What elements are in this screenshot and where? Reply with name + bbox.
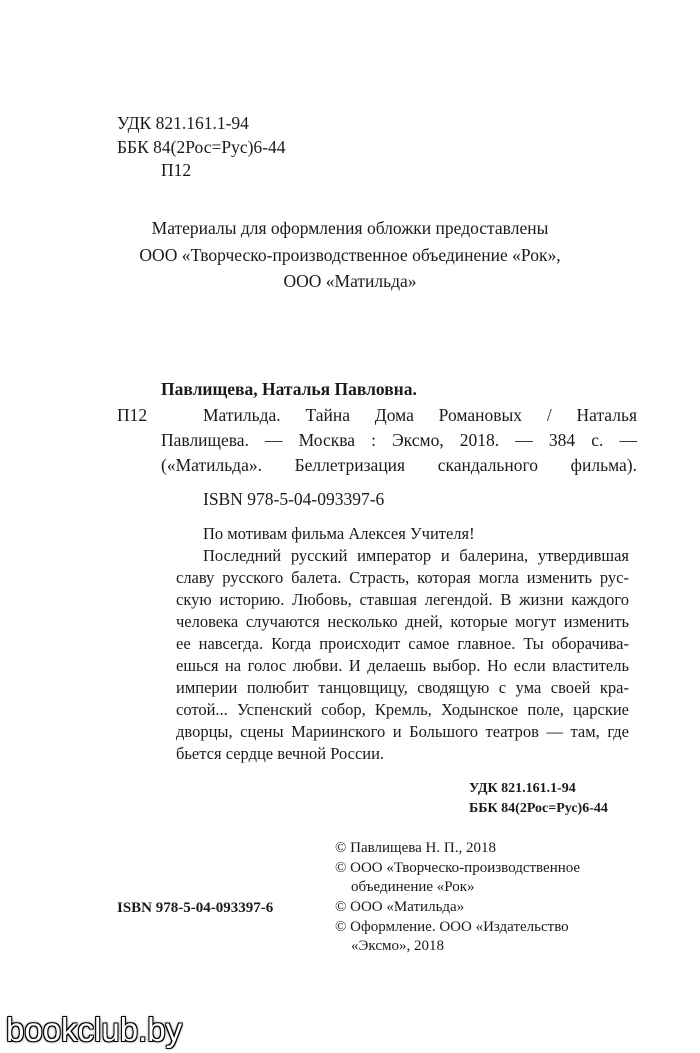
watermark-text: bookclub.by: [6, 1011, 183, 1048]
bbk-code: ББК 84(2Рос=Рус)6-44: [117, 137, 286, 157]
annotation-line: скую историю. Любовь, ставшая легендой. В жизни каждого: [176, 590, 629, 609]
copyright-line: «Эксмо», 2018: [351, 938, 444, 954]
annotation-line: дворцы, сцены Мариинского и Большого театров — там, где: [176, 722, 629, 741]
copyright-line: © ООО «Матильда»: [335, 899, 465, 915]
udk-code-bottom: УДК 821.161.1-94: [469, 781, 576, 796]
annotation-line: бьется сердце вечной России.: [176, 744, 385, 763]
annotation-line: ешься на голос любви. И делаешь выбор. Но если властитель: [176, 656, 629, 675]
udk-code: УДК 821.161.1-94: [117, 113, 249, 133]
annotation-line: человека случаются несколько дней, которые могут изменить: [176, 612, 629, 631]
catalog-author-mark: П12: [117, 405, 148, 425]
annotation-line: По мотивам фильма Алексея Учителя!: [203, 524, 475, 543]
annotation-line: славу русского балета. Страсть, которая могла изменить рус-: [176, 568, 629, 587]
copyright-line: © Павлищева Н. П., 2018: [335, 840, 496, 856]
copyright-line: © Оформление. ООО «Издательство: [335, 919, 569, 935]
catalog-description-line: Матильда. Тайна Дома Романовых / Наталья: [203, 405, 637, 425]
site-watermark: [0, 1006, 700, 1053]
cover-credit-line: ООО «Матильда»: [283, 271, 417, 291]
catalog-author-heading: Павлищева, Наталья Павловна.: [161, 379, 417, 399]
bbk-code-bottom: ББК 84(2Рос=Рус)6-44: [469, 801, 608, 816]
annotation-line: сотой... Успенский собор, Кремль, Ходынское поле, царские: [176, 700, 629, 719]
copyright-line: объединение «Рок»: [351, 879, 475, 895]
catalog-description-line: Павлищева. — Москва : Эксмо, 2018. — 384 с. —: [161, 430, 637, 450]
copyright-line: © ООО «Творческо-производственное: [335, 860, 581, 876]
catalog-description-line: («Матильда». Беллетризация скандального фильма).: [161, 455, 637, 475]
author-mark: П12: [161, 160, 192, 180]
cover-credit-line: ООО «Творческо-производственное объединение «Рок»,: [139, 245, 561, 265]
annotation-line: ее навсегда. Когда происходит самое главное. Ты оборачива-: [176, 634, 629, 653]
isbn-bottom: ISBN 978-5-04-093397-6: [117, 900, 274, 916]
catalog-isbn: ISBN 978-5-04-093397-6: [203, 489, 385, 509]
cover-credit-line: Материалы для оформления обложки предоставлены: [151, 218, 549, 238]
annotation-line: империи полюбит танцовщицу, сводящую с ума своей кра-: [176, 678, 629, 697]
annotation-line: Последний русский император и балерина, утвердившая: [203, 546, 629, 565]
